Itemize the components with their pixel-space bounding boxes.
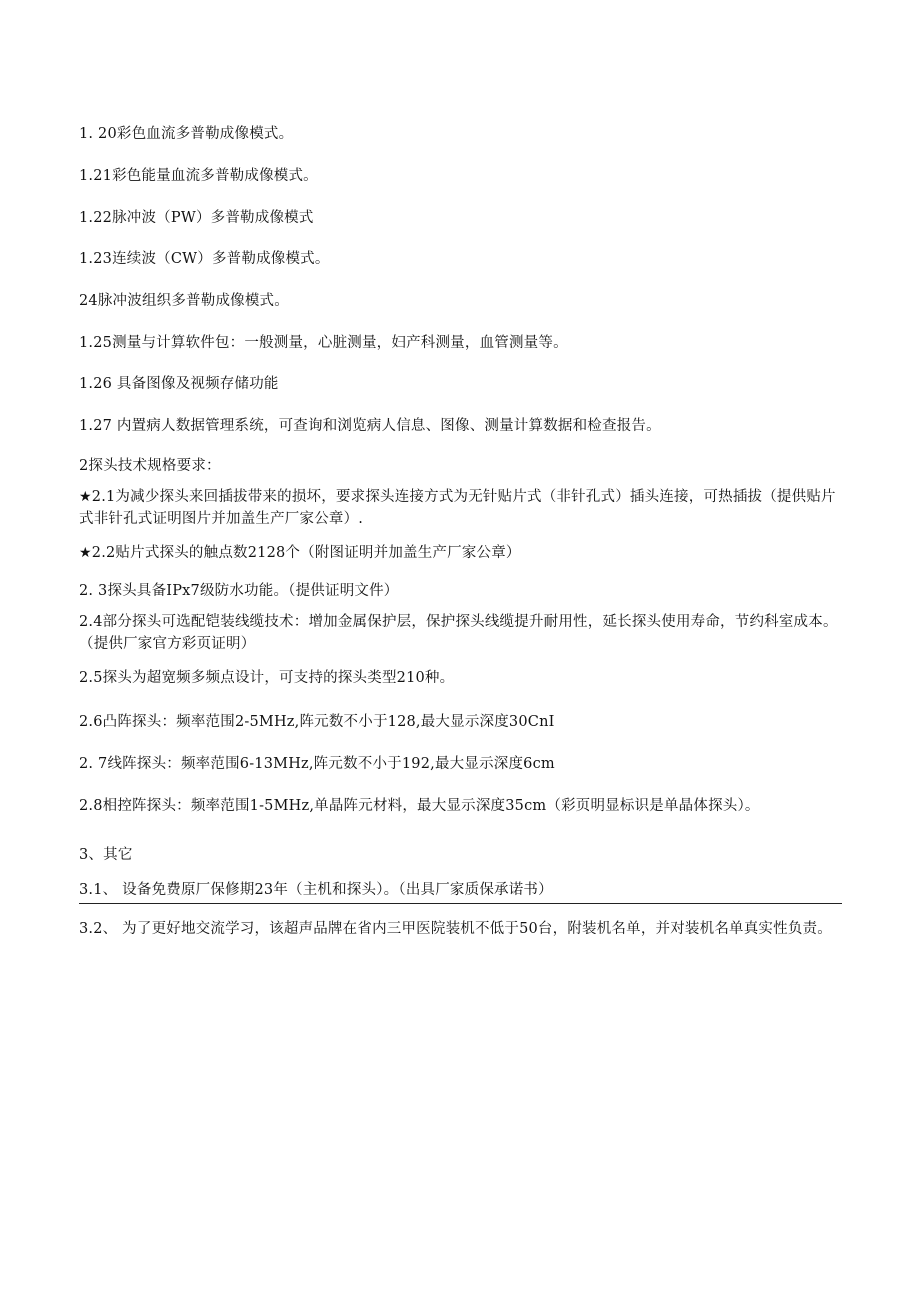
star-icon: ★: [79, 545, 92, 561]
spec-item-1-27: 1.27 内置病人数据管理系统，可查询和浏览病人信息、图像、测量计算数据和检查报告。: [79, 418, 661, 434]
spec-item-3-2: 3.2、 为了更好地交流学习，该超声品牌在省内三甲医院装机不低于50台，附装机名单，并对装机名单真实性负责。: [79, 921, 832, 937]
spec-item-1-26: 1.26 具备图像及视频存储功能: [79, 376, 279, 392]
section-heading-probe-specs: 2探头技术规格要求：: [79, 458, 221, 474]
spec-item-2-2: [79, 542, 841, 564]
spec-item-1-21: 1.21彩色能量血流多普勒成像模式。: [79, 168, 318, 184]
spec-item-2-1: [79, 486, 841, 530]
spec-item-2-8: 2.8相控阵探头：频率范围1-5MHz,单晶阵元材料，最大显示深度35cm（彩页明显标识是单晶体探头）。: [79, 798, 760, 814]
spec-item-2-3: 2. 3探头具备IPx7级防水功能。（提供证明文件）: [79, 583, 399, 599]
spec-item-2-5: 2.5探头为超宽频多频点设计，可支持的探头类型210种。: [79, 670, 455, 686]
spec-item-2-6: 2.6凸阵探头：频率范围2-5MHz,阵元数不小于128,最大显示深度30CnI: [79, 714, 555, 730]
spec-item-2-2-text: 2.2贴片式探头的触点数2128个（附图证明并加盖生产厂家公章）: [91, 545, 521, 561]
horizontal-divider: [79, 903, 842, 904]
spec-item-2-4: 2.4部分探头可选配铠装线缆技术：增加金属保护层，保护探头线缆提升耐用性，延长探头使用寿命，节约科室成本。（提供厂家官方彩页证明）: [79, 614, 838, 652]
spec-item-3-1: 3.1、 设备免费原厂保修期23年（主机和探头）。（出具厂家质保承诺书）: [79, 882, 553, 898]
section-heading-other: 3、其它: [79, 847, 133, 863]
spec-item-1-20: 1. 20彩色血流多普勒成像模式。: [79, 126, 294, 142]
spec-item-1-22: 1.22脉冲波（PW）多普勒成像模式: [79, 210, 314, 226]
spec-item-1-23: 1.23连续波（CW）多普勒成像模式。: [79, 251, 330, 267]
spec-item-2-1-text: 2.1为减少探头来回插拔带来的损坏，要求探头连接方式为无针贴片式（非针孔式）插头连接，可热插拔（提供贴片式非针孔式证明图片并加盖生产厂家公章）.: [79, 489, 836, 527]
spec-item-1-25: 1.25测量与计算软件包：一般测量，心脏测量，妇产科测量，血管测量等。: [79, 335, 568, 351]
spec-item-2-7: 2. 7线阵探头：频率范围6-13MHz,阵元数不小于192,最大显示深度6cm: [79, 756, 555, 772]
spec-item-24: 24脉冲波组织多普勒成像模式。: [79, 293, 289, 309]
star-icon: ★: [79, 489, 92, 505]
